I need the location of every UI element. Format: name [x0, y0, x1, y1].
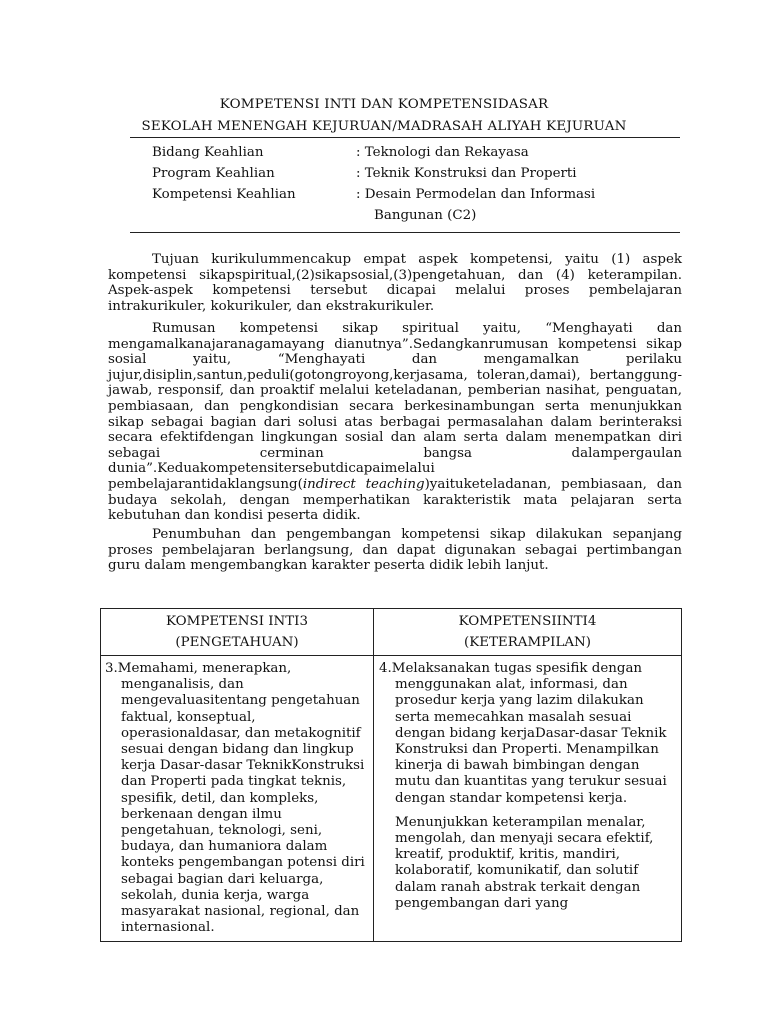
program-keahlian-label: Program Keahlian	[152, 166, 275, 181]
ki3-header	[101, 611, 373, 653]
bidang-keahlian-label: Bidang Keahlian	[152, 145, 264, 160]
document-subtitle: SEKOLAH MENENGAH KEJURUAN/MADRASAH ALIYAH KEJURUAN	[141, 119, 627, 134]
table-header-divider	[101, 655, 681, 656]
bidang-keahlian-value: : Teknologi dan Rekayasa	[356, 145, 529, 160]
ki4-cell	[379, 661, 675, 912]
identity-rule	[130, 232, 680, 233]
paragraph-rumusan-italic: indirect teaching	[302, 476, 425, 492]
ki3-text: 3.Memahami, menerapkan, menganalisis, dan mengevaluasitentang pengetahuan faktual, konseptual, operasionaldasar, dan metakognitif sesuai dengan bidang dan lingkup kerja Dasar-dasar TeknikKonstruksi dan Properti pada tingkat teknis, spesifik, detil, dan kompleks, berkenaan dengan ilmu pengetahuan, teknologi, seni, budaya, dan humaniora dalam konteks pengembangan potensi diri sebagai bagian dari keluarga, sekolah, dunia kerja, warga masyarakat nasional, regional, dan internasional.	[105, 661, 365, 936]
paragraph-penumbuhan: Penumbuhan dan pengembangan kompetensi sikap dilakukan sepanjang proses pembelajaran berlangsung, dan dapat digunakan sebagai pertimbangan guru dalam mengembangkan karakter peserta didik lebih lanjut.	[108, 527, 682, 574]
program-keahlian-value: : Teknik Konstruksi dan Properti	[356, 166, 577, 181]
paragraph-rumusan	[108, 321, 682, 524]
ki4-header	[374, 611, 681, 653]
document-title: KOMPETENSI INTI DAN KOMPETENSIDASAR	[219, 97, 549, 112]
kompetensi-table	[100, 608, 682, 942]
paragraph-rumusan-text-end: )yaituketeladanan, pembiasaan, dan budaya sekolah, dengan memperhatikan karakteristik mata pelajaran serta kebutuhan dan kondisi peserta didik.	[108, 476, 682, 524]
kompetensi-keahlian-value-cont: Bangunan (C2)	[374, 208, 477, 223]
title-rule	[130, 137, 680, 138]
kompetensi-keahlian-value: : Desain Permodelan dan Informasi	[356, 187, 596, 202]
kompetensi-keahlian-label: Kompetensi Keahlian	[152, 187, 296, 202]
paragraph-rumusan-text: Rumusan kompetensi sikap spiritual yaitu, “Menghayati dan mengamalkanajaranagamayang dianutnya”.Sedangkanrumusan kompetensi sikap sosial yaitu, “Menghayati dan mengamalkan perilaku jujur,disiplin,santun,peduli(gotongroyong,kerjasama, toleran,damai), bertanggung-jawab, responsif, dan proaktif melalui keteladanan, pemberian nasihat, penguatan, pembiasaan, dan pengkondisian secara berkesinambungan serta menunjukkan sikap sebagai bagian dari solusi atas berbagai permasalahan dalam berinteraksi secara efektifdengan lingkungan sosial dan alam serta dalam menempatkan diri sebagai cerminan bangsa dalampergaulan dunia”.Keduakompetensitersebutdicapaimelalui pembelajarantidaklangsung(	[108, 321, 682, 492]
table-column-divider	[373, 609, 374, 941]
ki4-header-subtitle: (KETERAMPILAN)	[464, 635, 591, 650]
ki4-text: 4.Melaksanakan tugas spesifik dengan menggunakan alat, informasi, dan prosedur kerja yang lazim dilakukan serta memecahkan masalah sesuai dengan bidang kerjaDasar-dasar Teknik Konstruksi dan Properti. Menampilkan kinerja di bawah bimbingan dengan mutu dan kuantitas yang terukur sesuai dengan standar kompetensi kerja.	[379, 661, 667, 806]
paragraph-tujuan: Tujuan kurikulummencakup empat aspek kompetensi, yaitu (1) aspek kompetensi sikapspiritual,(2)sikapsosial,(3)pengetahuan, dan (4) keterampilan. Aspek-aspek kompetensi tersebut dicapai melalui proses pembelajaran intrakurikuler, kokurikuler, dan ekstrakurikuler.	[108, 252, 682, 314]
ki4-header-title: KOMPETENSIINTI4	[458, 614, 597, 629]
ki3-header-subtitle: (PENGETAHUAN)	[175, 635, 299, 650]
ki3-cell	[105, 661, 367, 936]
ki3-header-title: KOMPETENSI INTI3	[165, 614, 308, 629]
ki4-text-continued: Menunjukkan keterampilan menalar, mengolah, dan menyaji secara efektif, kreatif, produktif, kritis, mandiri, kolaboratif, komunikatif, dan solutif dalam ranah abstrak terkait dengan pengembangan dari yang	[395, 814, 654, 911]
